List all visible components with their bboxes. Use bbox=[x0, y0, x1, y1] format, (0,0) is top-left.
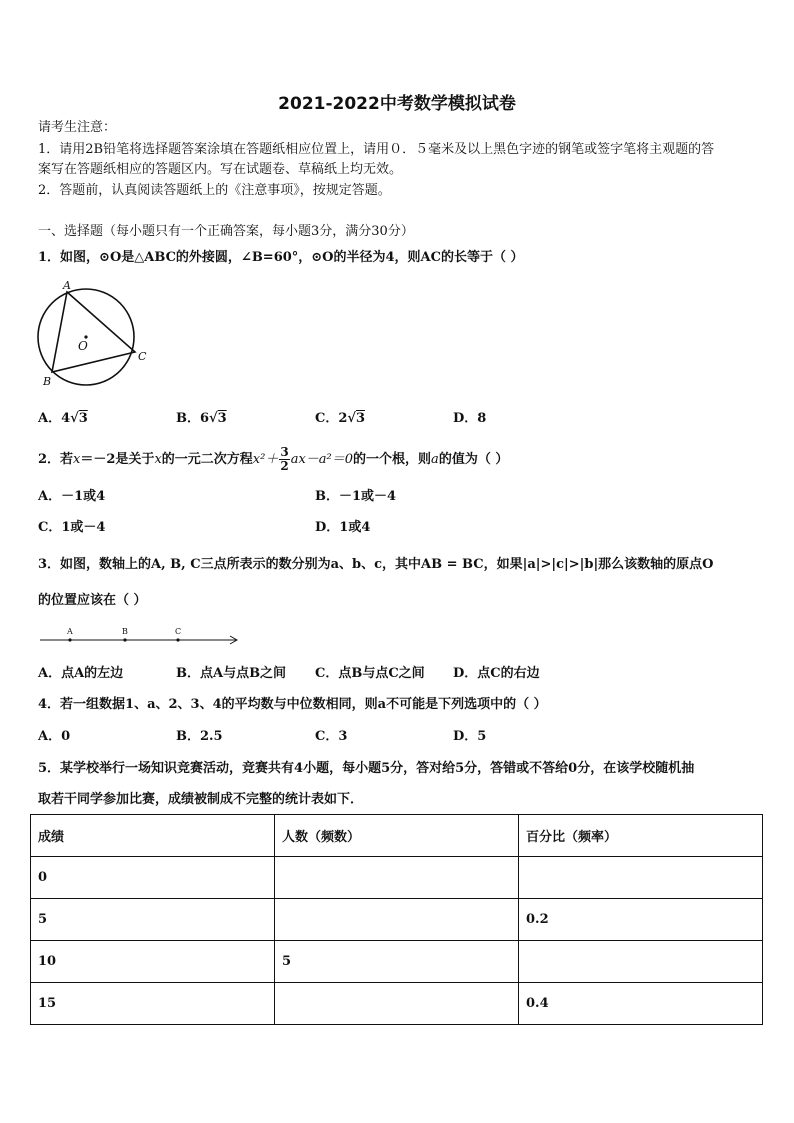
q1-option-a-rad: 3 bbox=[78, 411, 88, 426]
q2-fraction bbox=[279, 446, 289, 473]
q4-option-c: C．3 bbox=[315, 729, 348, 744]
q1-option-a-coef: 4 bbox=[61, 411, 71, 426]
q3-option-c: C．点B与点C之间 bbox=[315, 666, 425, 681]
q3-option-d: D．点C的右边 bbox=[453, 666, 540, 681]
q2-var-x: x bbox=[73, 452, 81, 467]
sqrt-sign: √ bbox=[70, 411, 79, 426]
q2-text-3: 的一元二次方程 bbox=[161, 452, 253, 467]
axis-label-a: A bbox=[67, 627, 73, 636]
table-cell bbox=[275, 899, 519, 941]
table-row bbox=[31, 857, 763, 899]
score-table bbox=[30, 814, 763, 1025]
axis-point-c bbox=[176, 638, 179, 641]
q3-option-a: A．点A的左边 bbox=[38, 666, 124, 681]
table-header-row bbox=[31, 815, 763, 857]
question-1-stem: 1．如图，⊙O是△ABC的外接圆，∠B=60°，⊙O的半径为4，则AC的长等于（ ） bbox=[38, 250, 524, 265]
notice-item-1-line-2: 案写在答题纸相应的答题区内。写在试题卷、草稿纸上均无效。 bbox=[38, 162, 403, 177]
q2-eq-part-2: ax－a²＝0 bbox=[290, 452, 354, 467]
q2-var-x-2: x bbox=[154, 452, 162, 467]
q4-option-a: A．0 bbox=[38, 729, 71, 744]
axis-label-b: B bbox=[122, 627, 128, 636]
q2-text-5: 的值为（ ） bbox=[438, 452, 509, 467]
page-title: 2021-2022中考数学模拟试卷 bbox=[278, 94, 516, 114]
q1-option-b-coef: 6 bbox=[200, 411, 210, 426]
table-cell bbox=[519, 857, 763, 899]
q1-option-b-rad: 3 bbox=[217, 411, 227, 426]
question-5-line-2: 取若干同学参加比赛，成绩被制成不完整的统计表如下． bbox=[38, 792, 364, 807]
vertex-label-c: C bbox=[138, 350, 147, 363]
q1-option-c-rad: 3 bbox=[355, 411, 365, 426]
q2-option-c: C．1或－4 bbox=[38, 520, 106, 535]
table-cell: 5 bbox=[275, 941, 519, 983]
q1-option-a-letter: A． bbox=[38, 411, 62, 426]
table-cell: 10 bbox=[31, 941, 275, 983]
sqrt-sign: √ bbox=[209, 411, 218, 426]
table-cell bbox=[519, 941, 763, 983]
circle-figure bbox=[34, 280, 150, 390]
table-header-count: 人数（频数） bbox=[275, 815, 519, 857]
q1-option-b-letter: B． bbox=[176, 411, 200, 426]
q2-option-a: A．－1或4 bbox=[38, 489, 106, 504]
triangle-abc bbox=[52, 292, 135, 372]
q1-option-c bbox=[315, 409, 365, 429]
question-2-stem bbox=[38, 440, 508, 480]
table-row bbox=[31, 983, 763, 1025]
table-header-percent: 百分比（频率） bbox=[519, 815, 763, 857]
table-row bbox=[31, 899, 763, 941]
q2-frac-num: 3 bbox=[280, 445, 289, 459]
q2-option-b: B．－1或－4 bbox=[315, 489, 397, 504]
table-cell bbox=[275, 983, 519, 1025]
question-4-stem: 4．若一组数据1、a、2、3、4的平均数与中位数相同，则a不可能是下列选项中的（ ） bbox=[38, 697, 547, 712]
q1-option-d bbox=[453, 409, 486, 429]
question-3-line-1: 3．如图，数轴上的A, B, C三点所表示的数分别为a、b、c，其中AB = BC，如果|a|>|c|>|b|那么该数轴的原点O bbox=[38, 557, 714, 572]
table-cell: 15 bbox=[31, 983, 275, 1025]
table-cell: 0.4 bbox=[519, 983, 763, 1025]
q2-var-a: a bbox=[431, 452, 439, 467]
q2-frac-den: 2 bbox=[280, 459, 289, 473]
table-header-score: 成绩 bbox=[31, 815, 275, 857]
q1-option-c-coef: 2 bbox=[338, 411, 348, 426]
table-row bbox=[31, 941, 763, 983]
notice-item-2: 2．答题前，认真阅读答题纸上的《注意事项》，按规定答题。 bbox=[38, 183, 391, 198]
q4-option-b: B．2.5 bbox=[176, 729, 223, 744]
q3-option-b: B．点A与点B之间 bbox=[176, 666, 287, 681]
q1-option-a bbox=[38, 409, 88, 429]
table-cell: 0.2 bbox=[519, 899, 763, 941]
q1-option-d-value: 8 bbox=[477, 411, 487, 426]
axis-point-b bbox=[123, 638, 126, 641]
q2-eq-part-1: x²＋ bbox=[252, 452, 279, 467]
q2-option-d: D．1或4 bbox=[315, 520, 371, 535]
q1-option-b bbox=[176, 409, 227, 429]
q4-option-d: D．5 bbox=[453, 729, 487, 744]
q2-text-2: ＝－2是关于 bbox=[80, 452, 155, 467]
vertex-label-a: A bbox=[63, 280, 71, 292]
axis-point-a bbox=[68, 638, 71, 641]
q2-text-1: 2．若 bbox=[38, 452, 74, 467]
table-cell: 0 bbox=[31, 857, 275, 899]
axis-label-c: C bbox=[175, 627, 182, 636]
sqrt-sign: √ bbox=[347, 411, 356, 426]
notice-item-1-line-1: 1．请用2B铅笔将选择题答案涂填在答题纸相应位置上，请用０．５毫米及以上黑色字迹的钢笔或签字笔将主观题的答 bbox=[38, 142, 715, 157]
vertex-label-b: B bbox=[43, 375, 52, 388]
question-5-line-1: 5．某学校举行一场知识竞赛活动，竞赛共有4小题，每小题5分，答对给5分，答错或不答给0分，在该学校随机抽 bbox=[38, 761, 695, 776]
number-line bbox=[38, 624, 244, 650]
question-3-line-2: 的位置应该在（ ） bbox=[38, 593, 147, 608]
section-heading: 一、选择题（每小题只有一个正确答案，每小题3分，满分30分） bbox=[38, 224, 414, 239]
q2-text-4: 的一个根，则 bbox=[353, 452, 432, 467]
notice-heading: 请考生注意： bbox=[38, 120, 117, 135]
center-label-o: O bbox=[78, 339, 88, 353]
q1-option-c-letter: C． bbox=[315, 411, 339, 426]
q1-option-d-letter: D． bbox=[453, 411, 478, 426]
table-cell: 5 bbox=[31, 899, 275, 941]
table-cell bbox=[275, 857, 519, 899]
